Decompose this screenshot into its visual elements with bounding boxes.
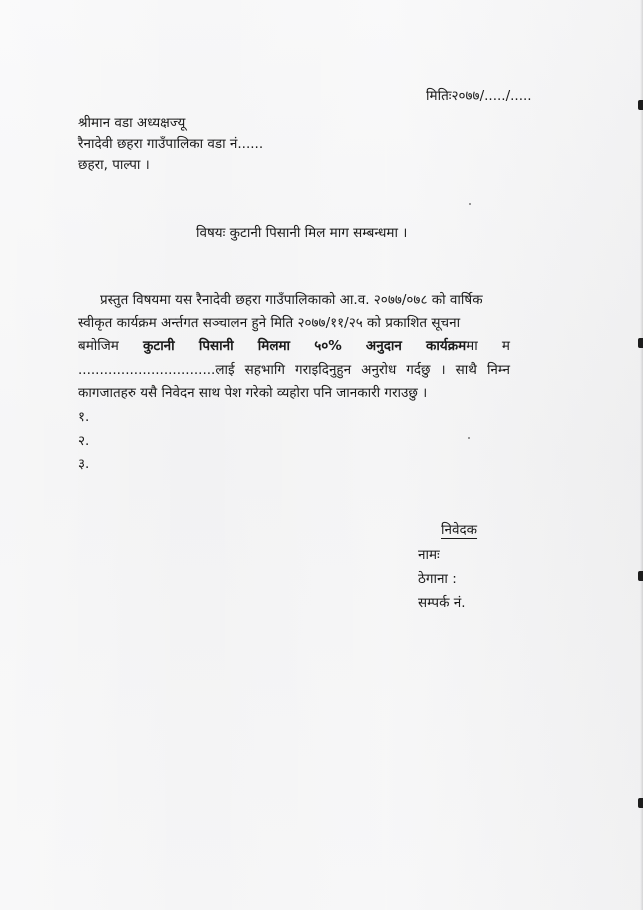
body-line-4 <box>78 360 510 380</box>
body-bold-word: कुटानी <box>143 338 175 354</box>
recipient-line-1: श्रीमान वडा अध्यक्षज्यू <box>78 115 186 131</box>
body-bold-word: पिसानी <box>198 338 234 354</box>
binder-hole-mark <box>638 338 643 348</box>
applicant-heading: निवेदक <box>441 522 478 538</box>
body-word: गराइदिनुहुन <box>295 362 352 378</box>
applicant-contact-label: सम्पर्क नं. <box>418 595 466 611</box>
scan-speck <box>468 437 470 439</box>
body-program-phrase <box>426 336 478 356</box>
recipient-line-3: छहरा, पाल्पा । <box>78 157 150 173</box>
body-word: बमोजिम <box>78 338 119 354</box>
binder-hole-mark <box>638 571 643 581</box>
body-line-1: प्रस्तुत विषयमा यस रैनादेवी छहरा गाउँपालिकाको आ.व. २०७७/०७८ को वार्षिक <box>100 292 483 308</box>
binder-hole-mark <box>638 798 643 808</box>
body-word: म <box>501 338 510 354</box>
recipient-line-2: रैनादेवी छहरा गाउँपालिका वडा नं...... <box>78 136 264 152</box>
body-bold-word: ५०% <box>314 338 342 354</box>
body-bold-word: अनुदान <box>365 338 402 354</box>
list-item-2: २. <box>78 433 90 449</box>
list-item-1: १. <box>78 409 90 425</box>
body-word: साथै <box>455 362 477 378</box>
body-word: । <box>440 362 446 378</box>
applicant-address-label: ठेगाना : <box>418 571 457 587</box>
body-word: गर्दछु <box>406 362 431 378</box>
body-word: सहभागि <box>244 362 286 378</box>
letter-date: मितिः२०७७/...../..... <box>426 88 532 104</box>
scan-speck <box>469 203 471 205</box>
body-word: अनुरोध <box>361 362 397 378</box>
body-word: ................................लाई <box>78 362 235 378</box>
body-word: मा <box>466 338 478 354</box>
letter-subject: विषयः कुटानी पिसानी मिल माग सम्बन्धमा । <box>196 225 408 241</box>
body-line-5: कागजातहरु यसै निवेदन साथ पेश गरेको व्यहोरा पनि जानकारी गराउछु । <box>78 385 428 401</box>
body-word: निम्न <box>486 362 510 378</box>
applicant-name-label: नामः <box>418 547 440 563</box>
body-bold-word: कार्यक्रम <box>426 338 467 354</box>
list-item-3: ३. <box>78 456 90 472</box>
binder-hole-mark <box>638 100 643 110</box>
body-line-3 <box>78 336 510 356</box>
body-line-2: स्वीकृत कार्यक्रम अर्न्तगत सञ्चालन हुने मिति २०७७/११/२५ को प्रकाशित सूचना <box>78 315 461 331</box>
body-bold-word: मिलमा <box>257 338 291 354</box>
